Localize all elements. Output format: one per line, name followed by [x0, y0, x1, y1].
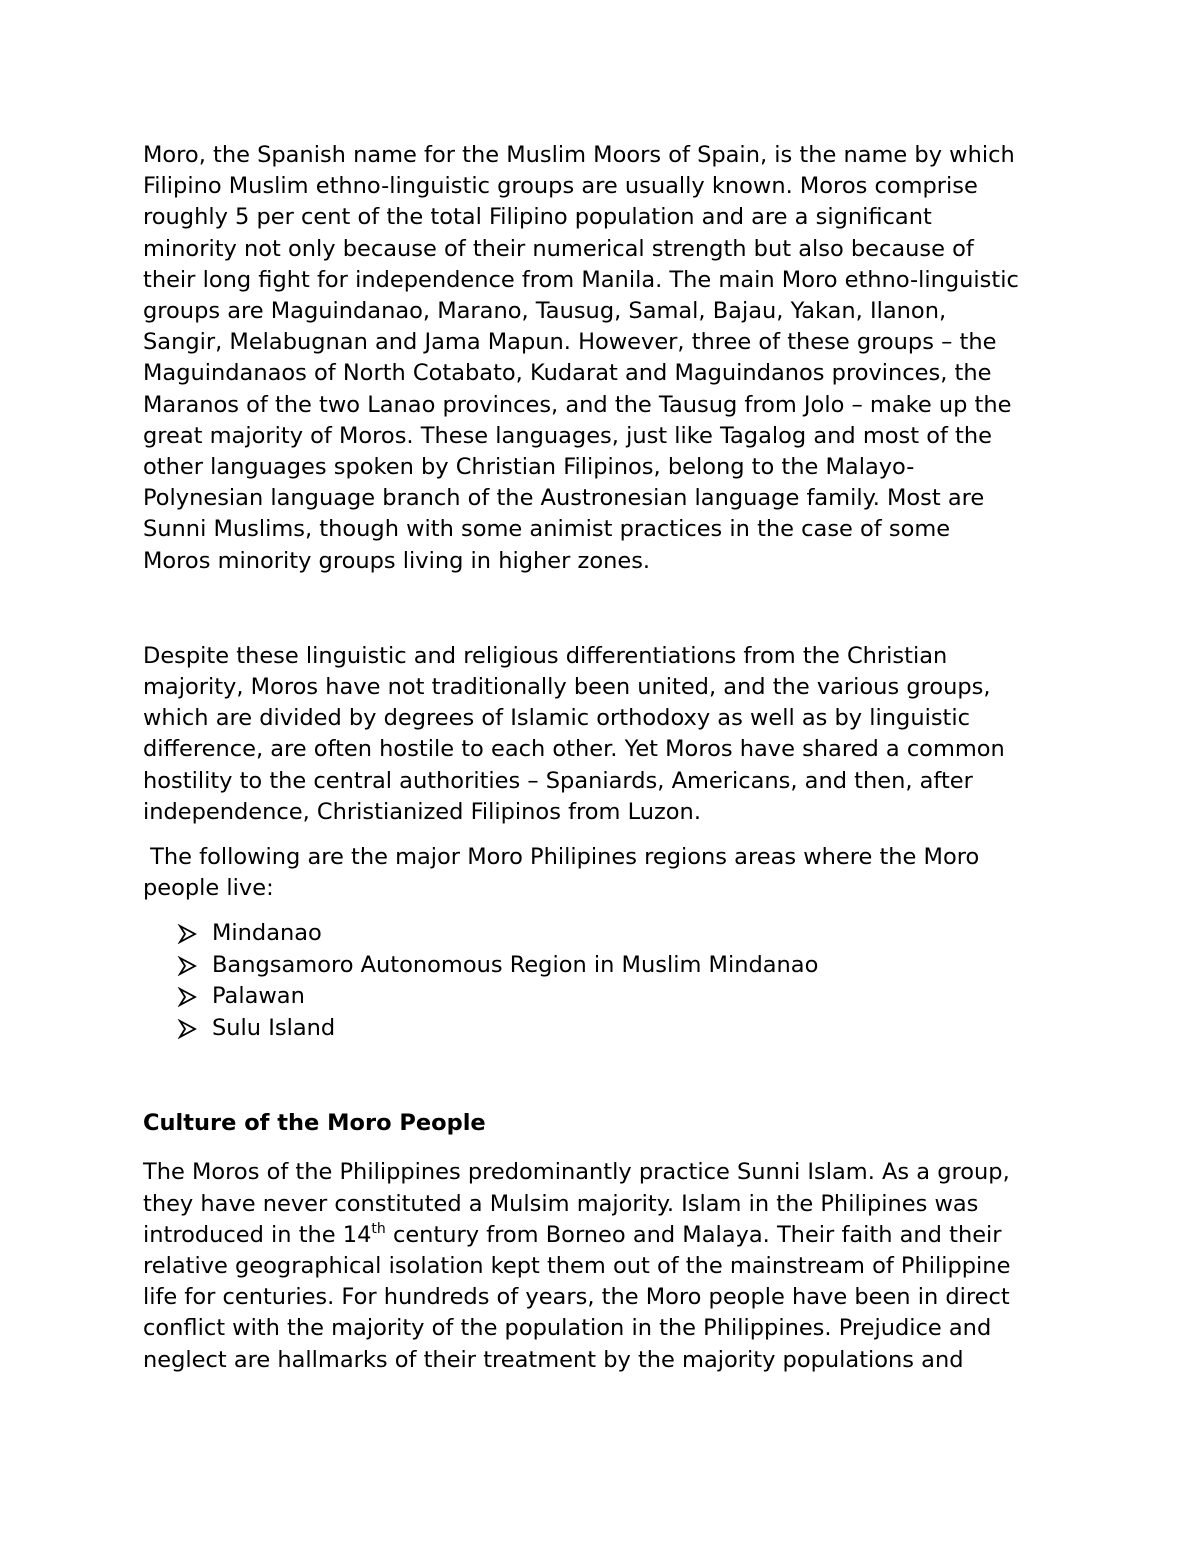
text-line: majority, Moros have not traditionally been united, and the various groups, [143, 674, 991, 701]
text-line: their long fight for independence from Manila. The main Moro ethno-linguistic [143, 266, 1019, 293]
text-line: minority not only because of their numerical strength but also because of [143, 235, 974, 262]
text-line: life for centuries. For hundreds of years, the Moro people have been in direct [143, 1284, 1010, 1311]
arrowhead-bullet-icon [177, 956, 197, 976]
text-line: relative geographical isolation kept them out of the mainstream of Philippine [143, 1253, 1011, 1280]
text-line: hostility to the central authorities – Spaniards, Americans, and then, after [143, 767, 973, 794]
text-line: groups are Maguindanao, Marano, Tausug, Samal, Bajau, Yakan, Ilanon, [143, 298, 947, 325]
text-line: other languages spoken by Christian Filipinos, belong to the Malayo- [143, 454, 915, 481]
intro-paragraph [143, 140, 1068, 577]
text-fragment: century from Borneo and Malaya. Their faith and their [385, 1221, 1002, 1248]
list-item [143, 1013, 1068, 1045]
text-line: Sunni Muslims, though with some animist practices in the case of some [143, 516, 951, 543]
text-line: independence, Christianized Filipinos from Luzon. [143, 798, 701, 825]
text-line: Maguindanaos of North Cotabato, Kudarat and Maguindanos provinces, the [143, 360, 992, 387]
text-fragment: introduced in the 14 [143, 1221, 372, 1248]
text-line: difference, are often hostile to each other. Yet Moros have shared a common [143, 736, 1005, 763]
regions-list [143, 918, 1068, 1044]
text-line: conflict with the majority of the population in the Philippines. Prejudice and [143, 1315, 992, 1342]
text-line: great majority of Moros. These languages, just like Tagalog and most of the [143, 422, 992, 449]
differentiation-paragraph [143, 641, 1068, 828]
text-line: which are divided by degrees of Islamic orthodoxy as well as by linguistic [143, 705, 970, 732]
arrowhead-bullet-icon [177, 1019, 197, 1039]
arrowhead-bullet-icon [177, 924, 197, 944]
text-line: neglect are hallmarks of their treatment by the majority populations and [143, 1346, 964, 1373]
list-item-label: Bangsamoro Autonomous Region in Muslim Mindanao [212, 951, 819, 978]
superscript: th [371, 1220, 386, 1237]
text-line: The following are the major Moro Philipines regions areas where the Moro [143, 844, 980, 871]
text-line: Polynesian language branch of the Austronesian language family. Most are [143, 485, 985, 512]
list-item [143, 950, 1068, 982]
text-line: The Moros of the Philippines predominantly practice Sunni Islam. As a group, [143, 1159, 1010, 1186]
list-item-label: Mindanao [212, 920, 322, 947]
section-heading: Culture of the Moro People [143, 1110, 486, 1137]
text-line: Sangir, Melabugnan and Jama Mapun. However, three of these groups – the [143, 329, 997, 356]
list-item-label: Palawan [212, 983, 305, 1010]
culture-paragraph [143, 1157, 1068, 1375]
text-line: Filipino Muslim ethno-linguistic groups are usually known. Moros comprise [143, 173, 978, 200]
regions-intro-paragraph [143, 842, 1068, 904]
text-line: they have never constituted a Mulsim majority. Islam in the Philipines was [143, 1190, 979, 1217]
arrowhead-bullet-icon [177, 987, 197, 1007]
text-line: roughly 5 per cent of the total Filipino population and are a significant [143, 204, 932, 231]
list-item [143, 981, 1068, 1013]
text-line: people live: [143, 875, 274, 902]
text-line: Moros minority groups living in higher zones. [143, 547, 651, 574]
list-item-label: Sulu Island [212, 1014, 336, 1041]
list-item [143, 918, 1068, 950]
text-line: Maranos of the two Lanao provinces, and the Tausug from Jolo – make up the [143, 391, 1012, 418]
text-line [143, 1220, 1068, 1251]
text-line: Moro, the Spanish name for the Muslim Moors of Spain, is the name by which [143, 142, 1015, 168]
document-page [143, 140, 1068, 1376]
text-line: Despite these linguistic and religious differentiations from the Christian [143, 642, 948, 669]
